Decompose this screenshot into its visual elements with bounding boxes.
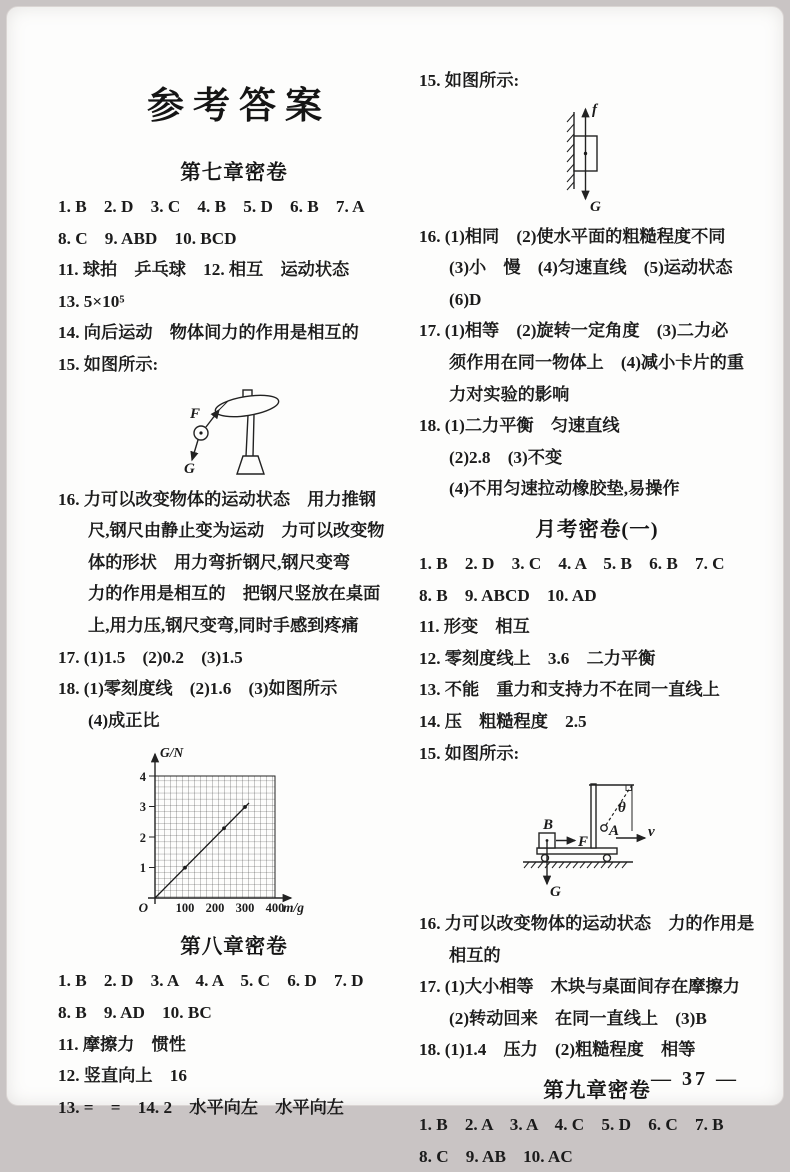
- wall-hatching: [567, 112, 574, 190]
- answer-line: 18. (1)二力平衡 匀速直线: [419, 416, 620, 436]
- answer-line: 1. B 2. D 3. C 4. B 5. D 6. B 7. A: [58, 197, 365, 216]
- answer-line: 14. 向后运动 物体间力的作用是相互的: [58, 323, 359, 343]
- post: [591, 784, 596, 848]
- section-heading: 第八章密卷: [180, 936, 288, 959]
- answer-line: 8. B 9. AD 10. BC: [58, 1002, 212, 1022]
- answer-line: 18. (1)零刻度线 (2)1.6 (3)如图所示: [58, 679, 338, 699]
- page-number: — 37 —: [651, 1068, 739, 1090]
- figure-weight-mass-graph: [128, 744, 308, 922]
- answer-line: 15. 如图所示:: [58, 354, 159, 374]
- right-column: [419, 65, 775, 1172]
- figure-racket-forces: [151, 384, 301, 480]
- answer-line: 11. 形变 相互: [419, 617, 530, 637]
- cart-platform: [537, 848, 617, 854]
- ball-a: [601, 825, 607, 831]
- answer-line: 上,用力压,钢尺变弯,同时手感到疼痛: [88, 615, 359, 635]
- answer-line: 13. = = 14. 2 水平向左 水平向左: [58, 1097, 344, 1117]
- section-heading: 第九章密卷: [543, 1080, 651, 1103]
- xtick-300: 300: [235, 901, 255, 916]
- figure-wall-block-forces: [541, 99, 651, 217]
- ball-center-dot: [199, 431, 202, 434]
- answer-line: 12. 零刻度线上 3.6 二力平衡: [419, 648, 656, 668]
- answer-line: 1. B 2. D 3. A 4. A 5. C 6. D 7. D: [58, 971, 364, 991]
- ytick-3: 3: [139, 800, 146, 815]
- answer-line: 须作用在同一物体上 (4)减小卡片的重: [449, 352, 745, 372]
- answer-line: 尺,钢尺由静止变为运动 力可以改变物: [88, 521, 385, 541]
- block-b-label: B: [543, 817, 554, 834]
- stand-stem: [246, 415, 254, 456]
- ball-a-label: A: [609, 823, 620, 840]
- answer-line: 力的作用是相互的 把钢尺竖放在桌面: [88, 584, 381, 604]
- answer-line: 15. 如图所示:: [419, 743, 520, 763]
- ground-hatching: [523, 862, 633, 868]
- section-heading: 第七章密卷: [180, 162, 288, 184]
- racket-on-stand: [214, 390, 280, 474]
- answer-line: (4)不用匀速拉动橡胶垫,易操作: [449, 479, 680, 499]
- section-heading: 月考密卷(一): [535, 518, 659, 541]
- answer-line: 1. B 2. D 3. C 4. A 5. B 6. B 7. C: [419, 553, 725, 573]
- answer-line: 13. 不能 重力和支持力不在同一直线上: [419, 680, 720, 700]
- answer-line: 13. 5×10⁵: [58, 291, 125, 311]
- ytick-4: 4: [139, 770, 146, 785]
- answer-line: (3)小 慢 (4)匀速直线 (5)运动状态: [449, 258, 733, 278]
- gravity-g-arrow: [192, 440, 198, 460]
- answer-line: 17. (1)大小相等 木块与桌面间存在摩擦力: [419, 977, 740, 997]
- answer-line: 8. C 9. ABD 10. BCD: [58, 228, 237, 248]
- answer-line: 11. 摩擦力 惯性: [58, 1034, 186, 1054]
- block-center-dot: [584, 151, 587, 154]
- answer-line: 15. 如图所示:: [419, 71, 520, 90]
- answer-line: 17. (1)1.5 (2)0.2 (3)1.5: [58, 647, 243, 667]
- answer-line: 18. (1)1.4 压力 (2)粗糙程度 相等: [419, 1040, 696, 1060]
- answer-line: 11. 球拍 乒乓球 12. 相互 运动状态: [58, 260, 350, 280]
- answer-line: 力对实验的影响: [449, 384, 570, 404]
- answer-line: 1. B 2. A 3. A 4. C 5. D 6. C 7. B: [419, 1115, 724, 1135]
- xtick-400: 400: [265, 901, 285, 916]
- answer-line: 14. 压 粗糙程度 2.5: [419, 711, 587, 731]
- friction-f-label: f: [592, 101, 597, 118]
- origin-label: O: [138, 900, 148, 916]
- left-column: [58, 61, 410, 1123]
- answer-line: 8. B 9. ABCD 10. AD: [419, 585, 597, 605]
- ytick-2: 2: [139, 831, 146, 846]
- angle-theta-label: θ: [618, 800, 626, 817]
- velocity-v-label: v: [648, 824, 655, 841]
- answer-line: (4)成正比: [88, 710, 160, 730]
- answer-line: 8. C 9. AB 10. AC: [419, 1146, 573, 1166]
- figure-cart-pendulum: [519, 774, 684, 906]
- stand-base: [237, 456, 264, 474]
- force-f-arrow: [206, 410, 219, 427]
- answer-line: (2)转动回来 在同一直线上 (3)B: [449, 1008, 707, 1028]
- force-f-label: F: [190, 405, 201, 422]
- gravity-g-label: G: [550, 884, 561, 901]
- answer-line: 16. 力可以改变物体的运动状态 用力推钢: [58, 489, 376, 509]
- answer-line: 17. (1)相等 (2)旋转一定角度 (3)二力必: [419, 321, 729, 341]
- xtick-100: 100: [175, 901, 195, 916]
- y-axis-label: G/N: [160, 745, 184, 761]
- answer-key-page: [6, 6, 784, 1166]
- answer-line: 12. 竖直向上 16: [58, 1066, 187, 1086]
- racket-disc: [214, 391, 280, 420]
- answer-line: 16. 力可以改变物体的运动状态 力的作用是: [419, 914, 755, 934]
- answer-line: 体的形状 用力弯折钢尺,钢尺变弯: [88, 552, 351, 572]
- gravity-g-label: G: [184, 460, 195, 477]
- y-tick-marks: [149, 776, 155, 868]
- gravity-g-label: G: [590, 198, 601, 215]
- force-f-label: F: [578, 834, 589, 851]
- answer-line: (2)2.8 (3)不变: [449, 447, 563, 467]
- page-title: 参考答案: [147, 86, 331, 127]
- cart-wheel-right: [604, 855, 611, 862]
- answer-line: 相互的: [449, 945, 501, 965]
- x-axis-label: m/g: [283, 900, 305, 916]
- ytick-1: 1: [139, 861, 146, 876]
- answer-line: 16. (1)相同 (2)使水平面的粗糙程度不同: [419, 226, 726, 246]
- xtick-200: 200: [205, 901, 225, 916]
- answer-line: (6)D: [449, 289, 482, 309]
